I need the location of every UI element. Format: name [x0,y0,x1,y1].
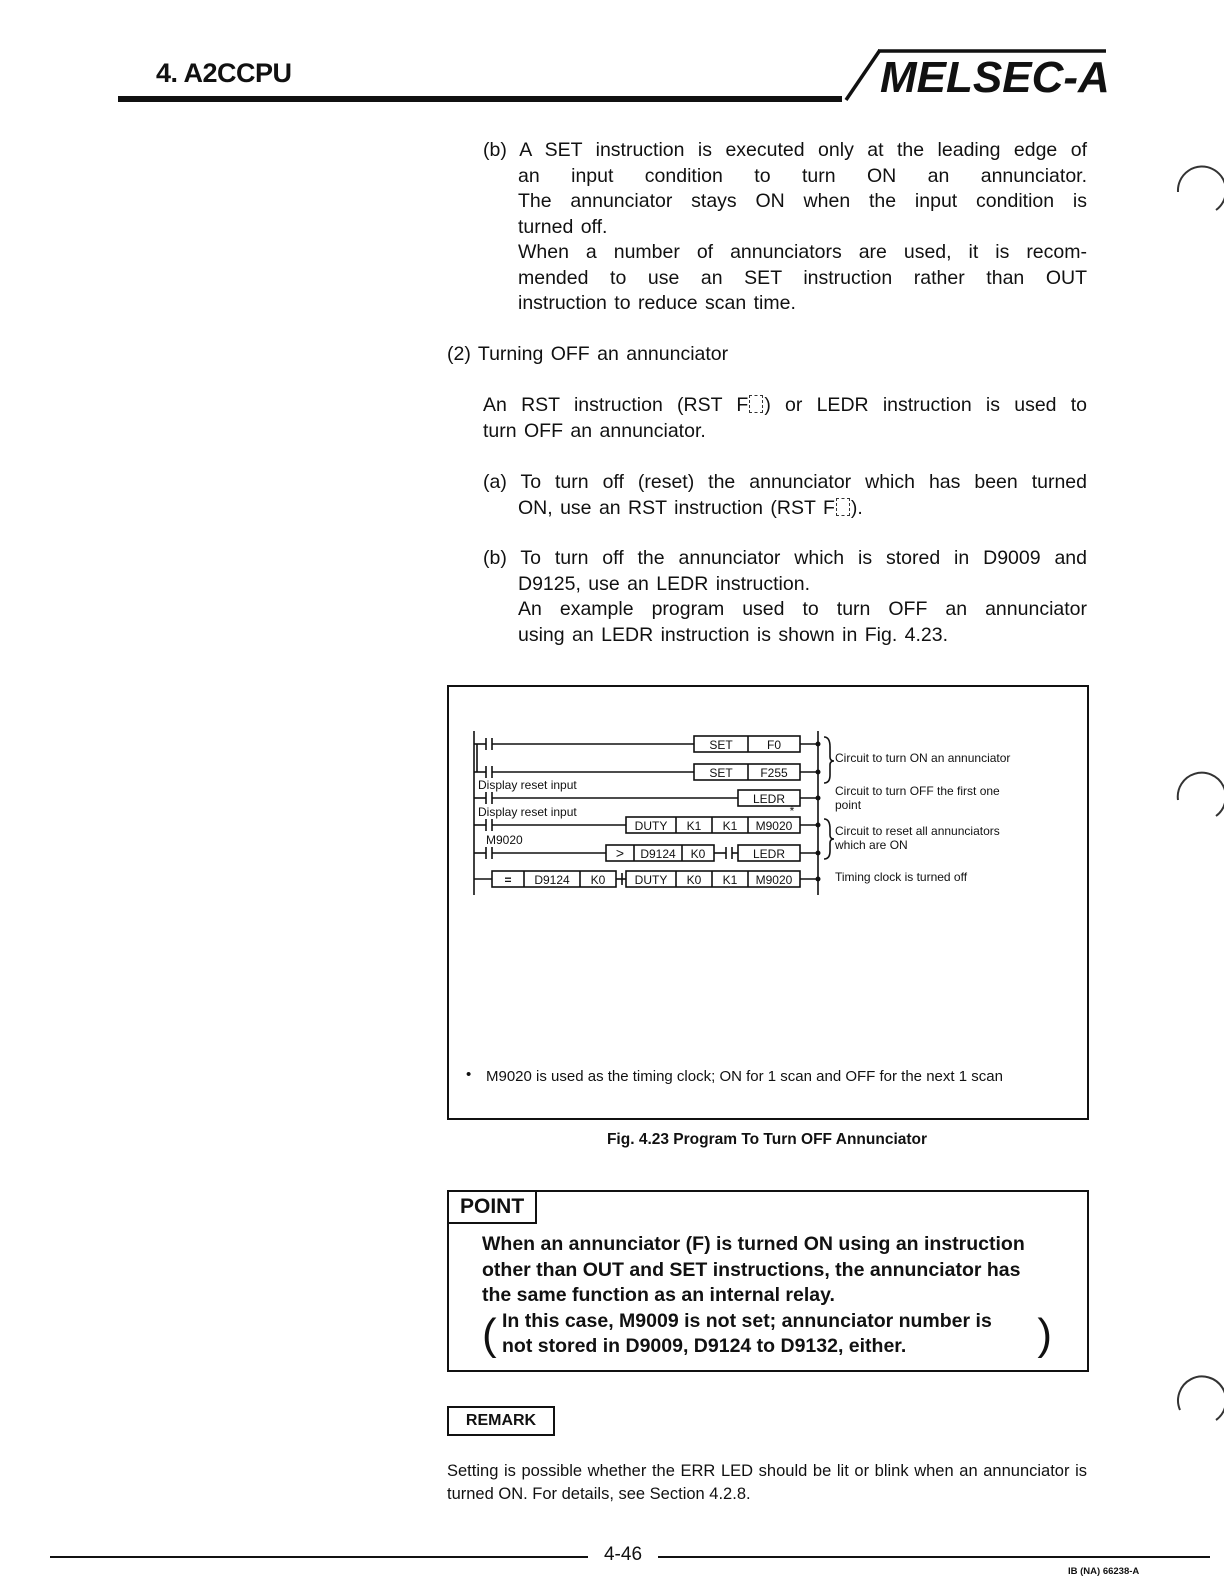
device-number-placeholder-icon [836,498,850,516]
device-label: F255 [760,766,788,780]
device-number-placeholder-icon [749,395,763,413]
remark-label: REMARK [447,1406,555,1436]
operand-label: K0 [690,847,706,861]
rung-comment: Circuit to turn ON an annunciator [835,751,1011,765]
operand-label: K0 [590,873,606,887]
paren-right-icon: ) [1037,1309,1052,1359]
rung-comment: point [835,798,862,812]
text-line: the same function as an internal relay. [482,1284,835,1306]
punch-mark-icon [1168,770,1224,830]
text-line: (a) To turn off (reset) the annunciator which has been turned [483,471,1087,493]
figure-caption: Fig. 4.23 Program To Turn OFF Annunciator [606,1131,928,1148]
instruction-label: SET [709,766,733,780]
text-span: ) or LEDR instruction is used to [764,394,1087,416]
instruction-label: DUTY [634,819,668,833]
operand-label: K1 [722,819,738,833]
text-line: An example program used to turn OFF an annunciator [518,598,1087,620]
ladder-diagram [466,725,1072,900]
compare-operator: > [615,845,625,861]
contact-label: M9020 [486,833,523,847]
paragraph-b1 [483,138,1087,317]
text-line: turned off. [518,215,608,238]
parenthetical-note [482,1309,1052,1360]
text-line: not stored in D9009, D9124 to D9132, either. [502,1335,907,1357]
bullet-icon: • [466,1066,472,1083]
text-line: an input condition to turn ON an annunciator. [518,164,1087,187]
section-heading: (2) Turning OFF an annunciator [447,343,729,365]
footer-rule-right [658,1556,1210,1558]
text-span: ON, use an RST instruction (RST F [518,496,835,519]
text-line: The annunciator stays ON when the input condition is [518,190,1087,212]
instruction-label: DUTY [634,873,668,887]
figure-note-text: M9020 is used as the timing clock; ON for 1 scan and OFF for the next 1 scan [486,1068,1003,1085]
rung-comment: Circuit to reset all annunciators [835,824,1000,838]
instruction-label: LEDR [752,792,786,806]
contact-label: Display reset input [478,805,577,819]
text-line: turn OFF an annunciator. [483,419,706,442]
text-line: mended to use an SET instruction rather than OUT [518,266,1087,289]
text-line: In this case, M9009 is not set; annunciator number is [502,1309,992,1332]
compare-operator: = [504,873,512,887]
operand-label: D9124 [534,873,570,887]
contact-label: Display reset input [478,778,577,792]
asterisk-mark: * [789,804,795,818]
text-line: other than OUT and SET instructions, the annunciator has [482,1258,1021,1281]
figure-note [466,1067,1076,1086]
operand-label: K1 [722,873,738,887]
footer-rule-left [50,1556,588,1558]
device-label: M9020 [755,873,793,887]
paragraph-intro [483,393,1087,444]
page-number: 4-46 [603,1544,643,1565]
punch-mark-icon [1168,1370,1224,1430]
text-line: (b) A SET instruction is executed only at the leading edge of [483,139,1087,161]
text-line: instruction to reduce scan time. [518,292,796,314]
rung-comment: which are ON [835,838,908,852]
punch-mark-icon [1168,158,1224,218]
rung-comment: Circuit to turn OFF the first one [835,784,1000,798]
paragraph-b2 [483,546,1087,648]
remark-text: Setting is possible whether the ERR LED should be lit or blink when an annunciator is turned ON. For details, see Section 4.2.8. [447,1462,1087,1503]
rung-comment: Timing clock is turned off [835,870,968,884]
chapter-heading: 4. A2CCPU [156,58,292,88]
point-text [482,1232,1052,1360]
text-span: ). [850,496,863,519]
logo-text: MELSEC-A [880,53,1110,102]
text-line: (b) To turn off the annunciator which is stored in D9009 and [483,547,1087,569]
text-line: When a number of annunciators are used, it is recom- [518,241,1087,263]
melsec-logo [842,48,1134,108]
operand-label: K0 [686,873,702,887]
text-line: D9125, use an LEDR instruction. [518,572,810,595]
operand-label: D9124 [640,847,676,861]
instruction-label: LEDR [752,847,786,861]
paren-left-icon: ( [482,1309,497,1359]
instruction-label: SET [709,738,733,752]
document-code: IB (NA) 66238-A [1068,1566,1140,1577]
point-label: POINT [447,1190,537,1224]
text-span: An RST instruction (RST F [483,394,749,416]
text-line: using an LEDR instruction is shown in Fig. 4.23. [518,623,949,646]
device-label: M9020 [755,819,793,833]
operand-label: K1 [686,819,702,833]
text-line: When an annunciator (F) is turned ON using an instruction [482,1233,1025,1255]
paragraph-a2 [483,470,1087,521]
device-label: F0 [766,738,782,752]
